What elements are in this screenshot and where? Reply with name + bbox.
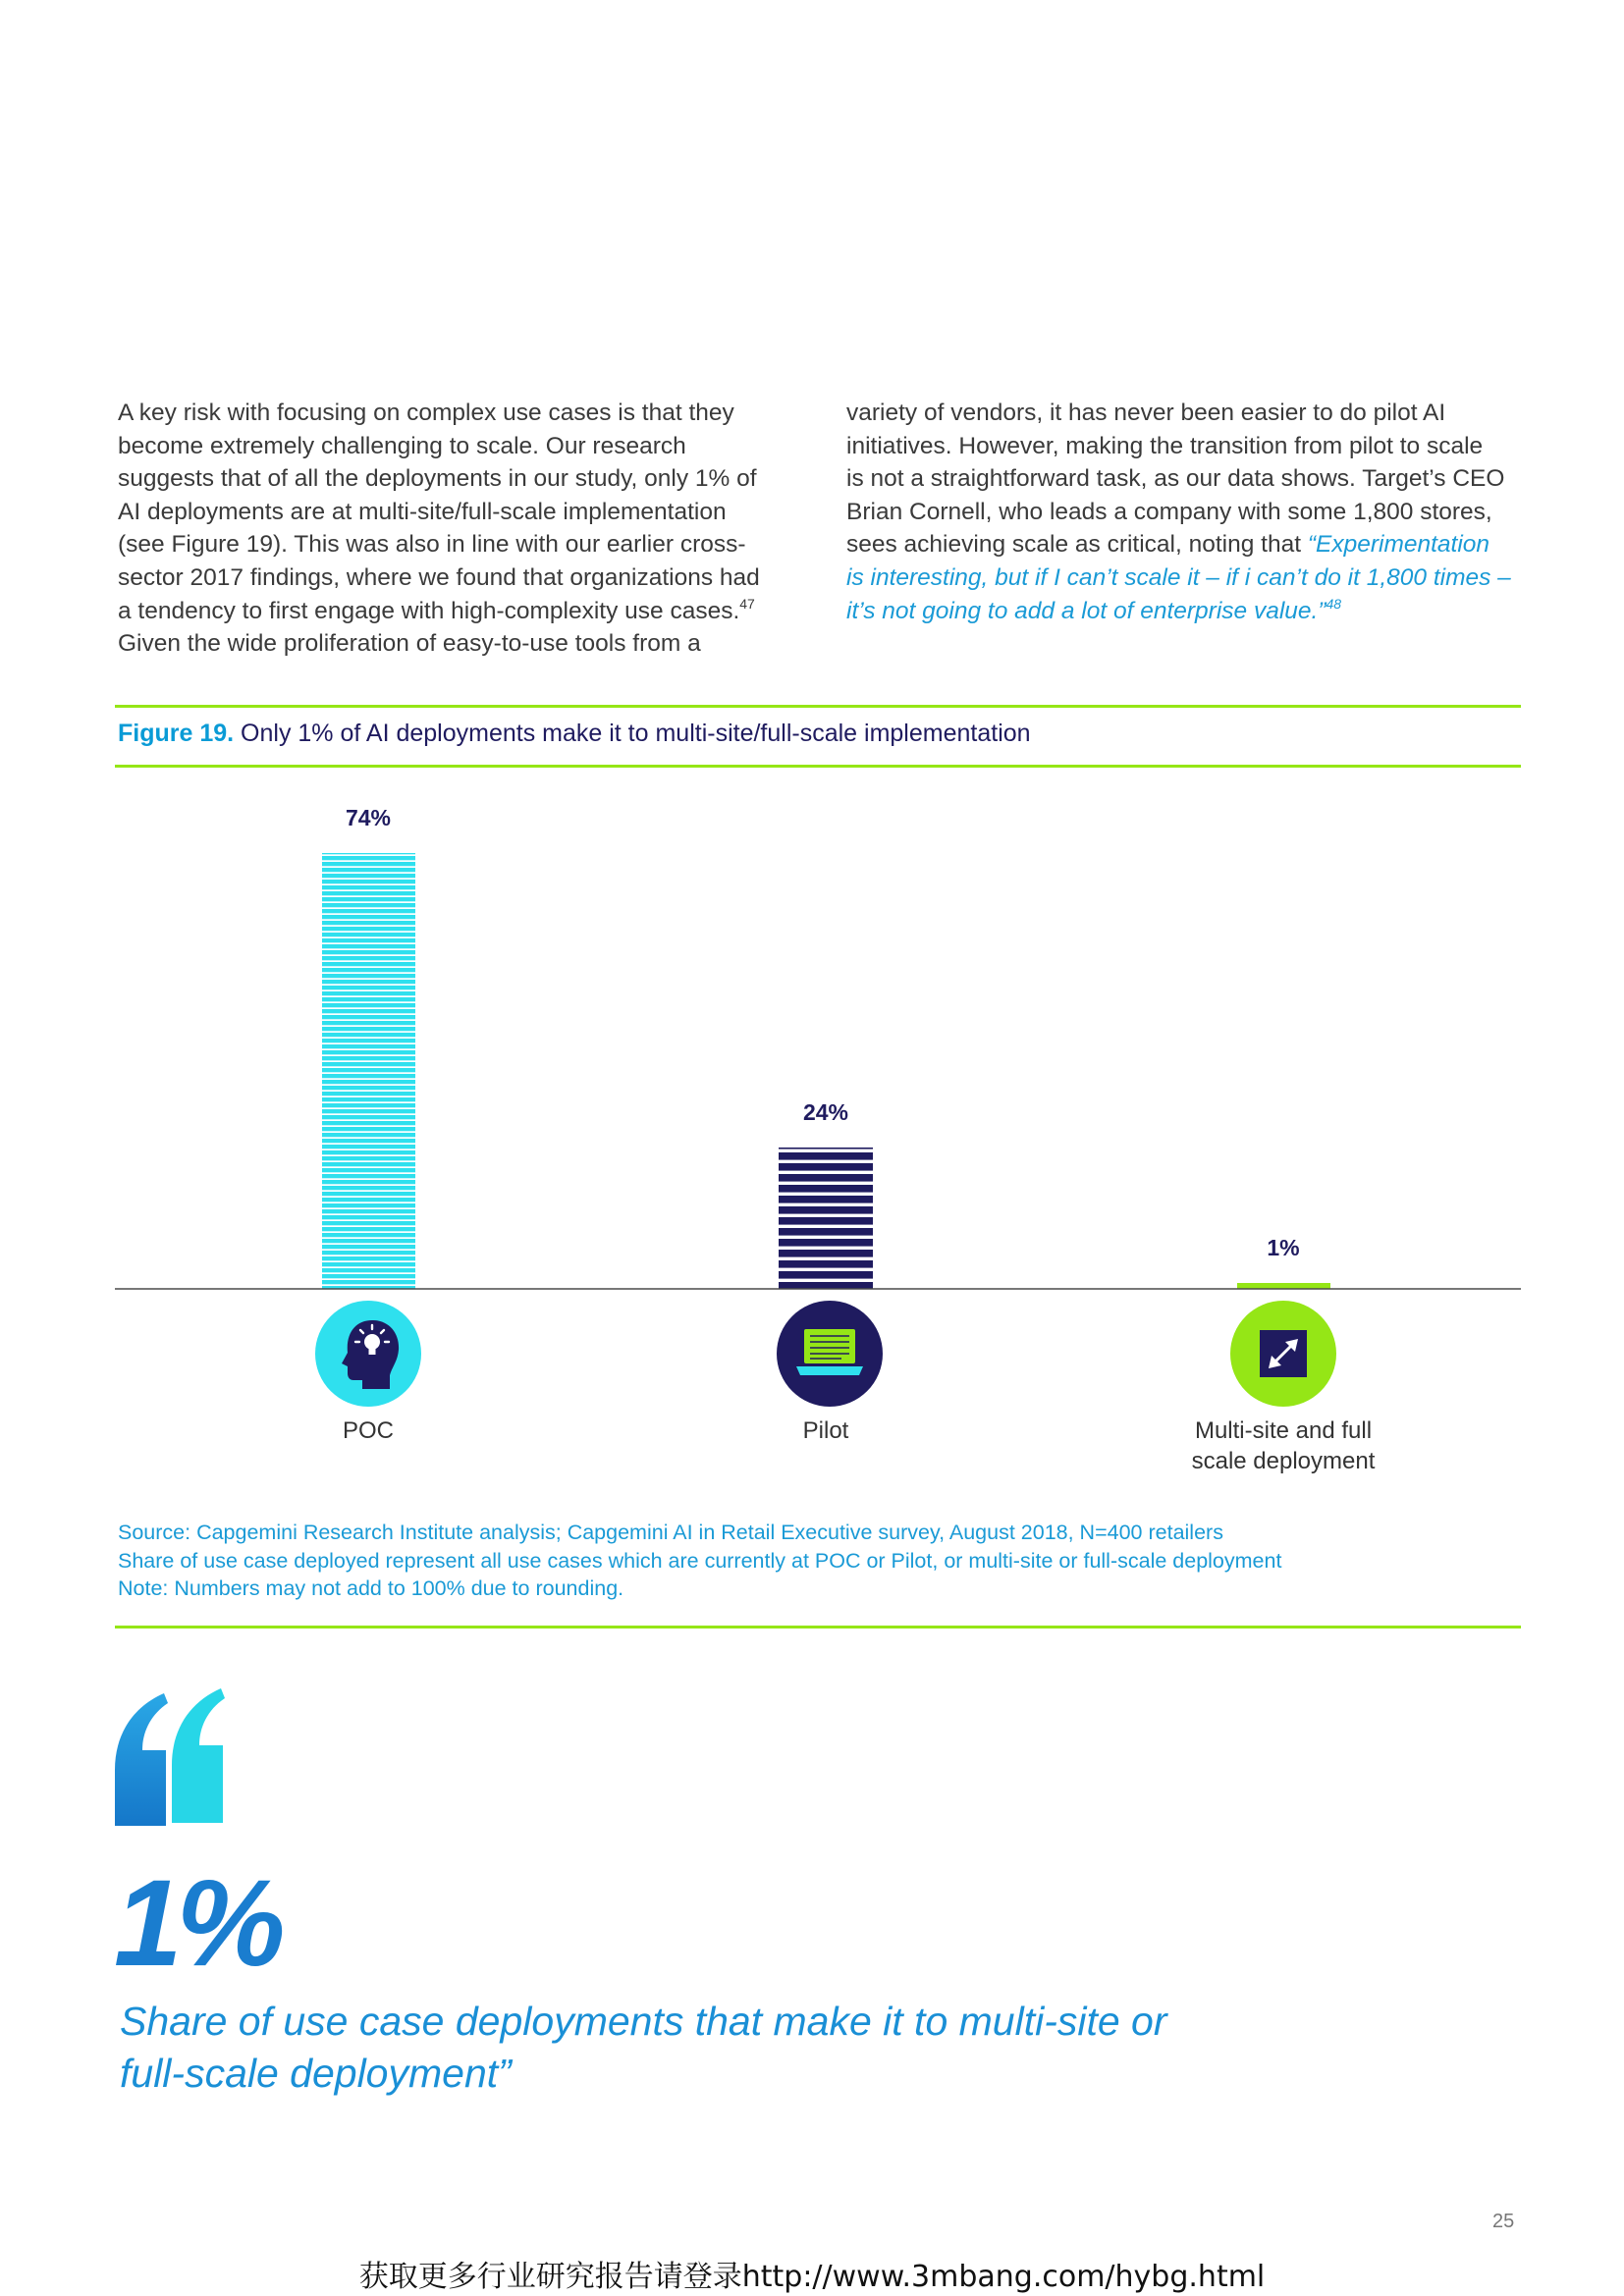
body-text-line: sector 2017 findings, where we found that organizations had	[118, 563, 760, 591]
body-left-column	[118, 397, 760, 661]
footer-watermark: 获取更多行业研究报告请登录http://www.3mbang.com/hybg.html	[358, 2260, 1266, 2294]
quote-mark-icon	[115, 1688, 228, 1826]
body-text-line	[118, 595, 760, 628]
green-divider-middle	[115, 765, 1521, 768]
body-text-line: Given the wide proliferation of easy-to-use tools from a	[118, 630, 701, 658]
highlight-caption	[120, 1996, 1167, 2100]
ceo-quote-segment: “Experimentation	[1307, 531, 1490, 559]
figure-title	[118, 718, 1031, 749]
page-number: 25	[1492, 2211, 1515, 2232]
bar-poc	[322, 853, 415, 1289]
body-text-line	[846, 528, 1511, 561]
data-label-pilot: 24%	[802, 1099, 849, 1125]
source-line: Share of use case deployed represent all use cases which are currently at POC or Pilot, or multi-site or full-scale deployment	[118, 1548, 1282, 1573]
green-divider-top	[115, 705, 1521, 708]
source-line: Source: Capgemini Research Institute analysis; Capgemini AI in Retail Executive survey, August 2018, N=400 retailers	[118, 1521, 1223, 1544]
bar-pilot	[779, 1148, 873, 1289]
ceo-quote-line	[846, 595, 1511, 628]
highlight-caption-line: full-scale deployment”	[120, 2051, 512, 2096]
category-label-poc: POC	[342, 1417, 394, 1444]
body-text-line: Brian Cornell, who leads a company with some 1,800 stores,	[846, 498, 1492, 525]
body-text-line: variety of vendors, it has never been easier to do pilot AI	[846, 400, 1446, 426]
category-label-pilot: Pilot	[802, 1417, 849, 1444]
footnote-ref: 48	[1326, 595, 1342, 612]
data-label-multi-site: 1%	[1267, 1235, 1300, 1260]
body-text-line: become extremely challenging to scale. Our research	[118, 432, 686, 459]
figure-title-text: Only 1% of AI deployments make it to multi-site/full-scale implementation	[241, 720, 1031, 747]
bar-multi-site	[1237, 1283, 1330, 1289]
expand-arrows-icon	[1230, 1301, 1336, 1407]
ceo-quote-line: is interesting, but if I can’t scale it – if i can’t do it 1,800 times –	[846, 563, 1511, 591]
body-text-segment: sees achieving scale as critical, noting that	[846, 531, 1308, 559]
data-label-poc: 74%	[345, 805, 392, 830]
body-text-line: A key risk with focusing on complex use cases is that they	[118, 400, 734, 426]
category-label-multi-site: Multi-site and full scale deployment	[1191, 1417, 1376, 1474]
source-line: Note: Numbers may not add to 100% due to rounding.	[118, 1576, 624, 1601]
highlight-stat: 1%	[114, 1855, 280, 1992]
highlight-caption-line: Share of use case deployments that make it to multi-site or	[120, 1999, 1167, 2044]
body-right-column	[846, 397, 1511, 627]
figure-source-notes	[118, 1519, 1281, 1603]
head-lightbulb-icon	[315, 1301, 421, 1407]
ceo-quote-segment: it’s not going to add a lot of enterprise value.”	[846, 597, 1326, 624]
body-text-line: is not a straightforward task, as our data shows. Target’s CEO	[846, 465, 1505, 493]
body-text-line: (see Figure 19). This was also in line with our earlier cross-	[118, 531, 746, 559]
body-text-segment: a tendency to first engage with high-complexity use cases.	[118, 597, 740, 624]
bar-chart	[0, 785, 1624, 1472]
footnote-ref: 47	[739, 595, 755, 612]
body-text-line: suggests that of all the deployments in our study, only 1% of	[118, 465, 757, 493]
laptop-icon	[777, 1301, 883, 1407]
body-text-line: AI deployments are at multi-site/full-scale implementation	[118, 498, 727, 525]
body-text-line: initiatives. However, making the transition from pilot to scale	[846, 432, 1484, 459]
green-divider-bottom	[115, 1626, 1521, 1629]
figure-number: Figure 19.	[118, 720, 235, 747]
